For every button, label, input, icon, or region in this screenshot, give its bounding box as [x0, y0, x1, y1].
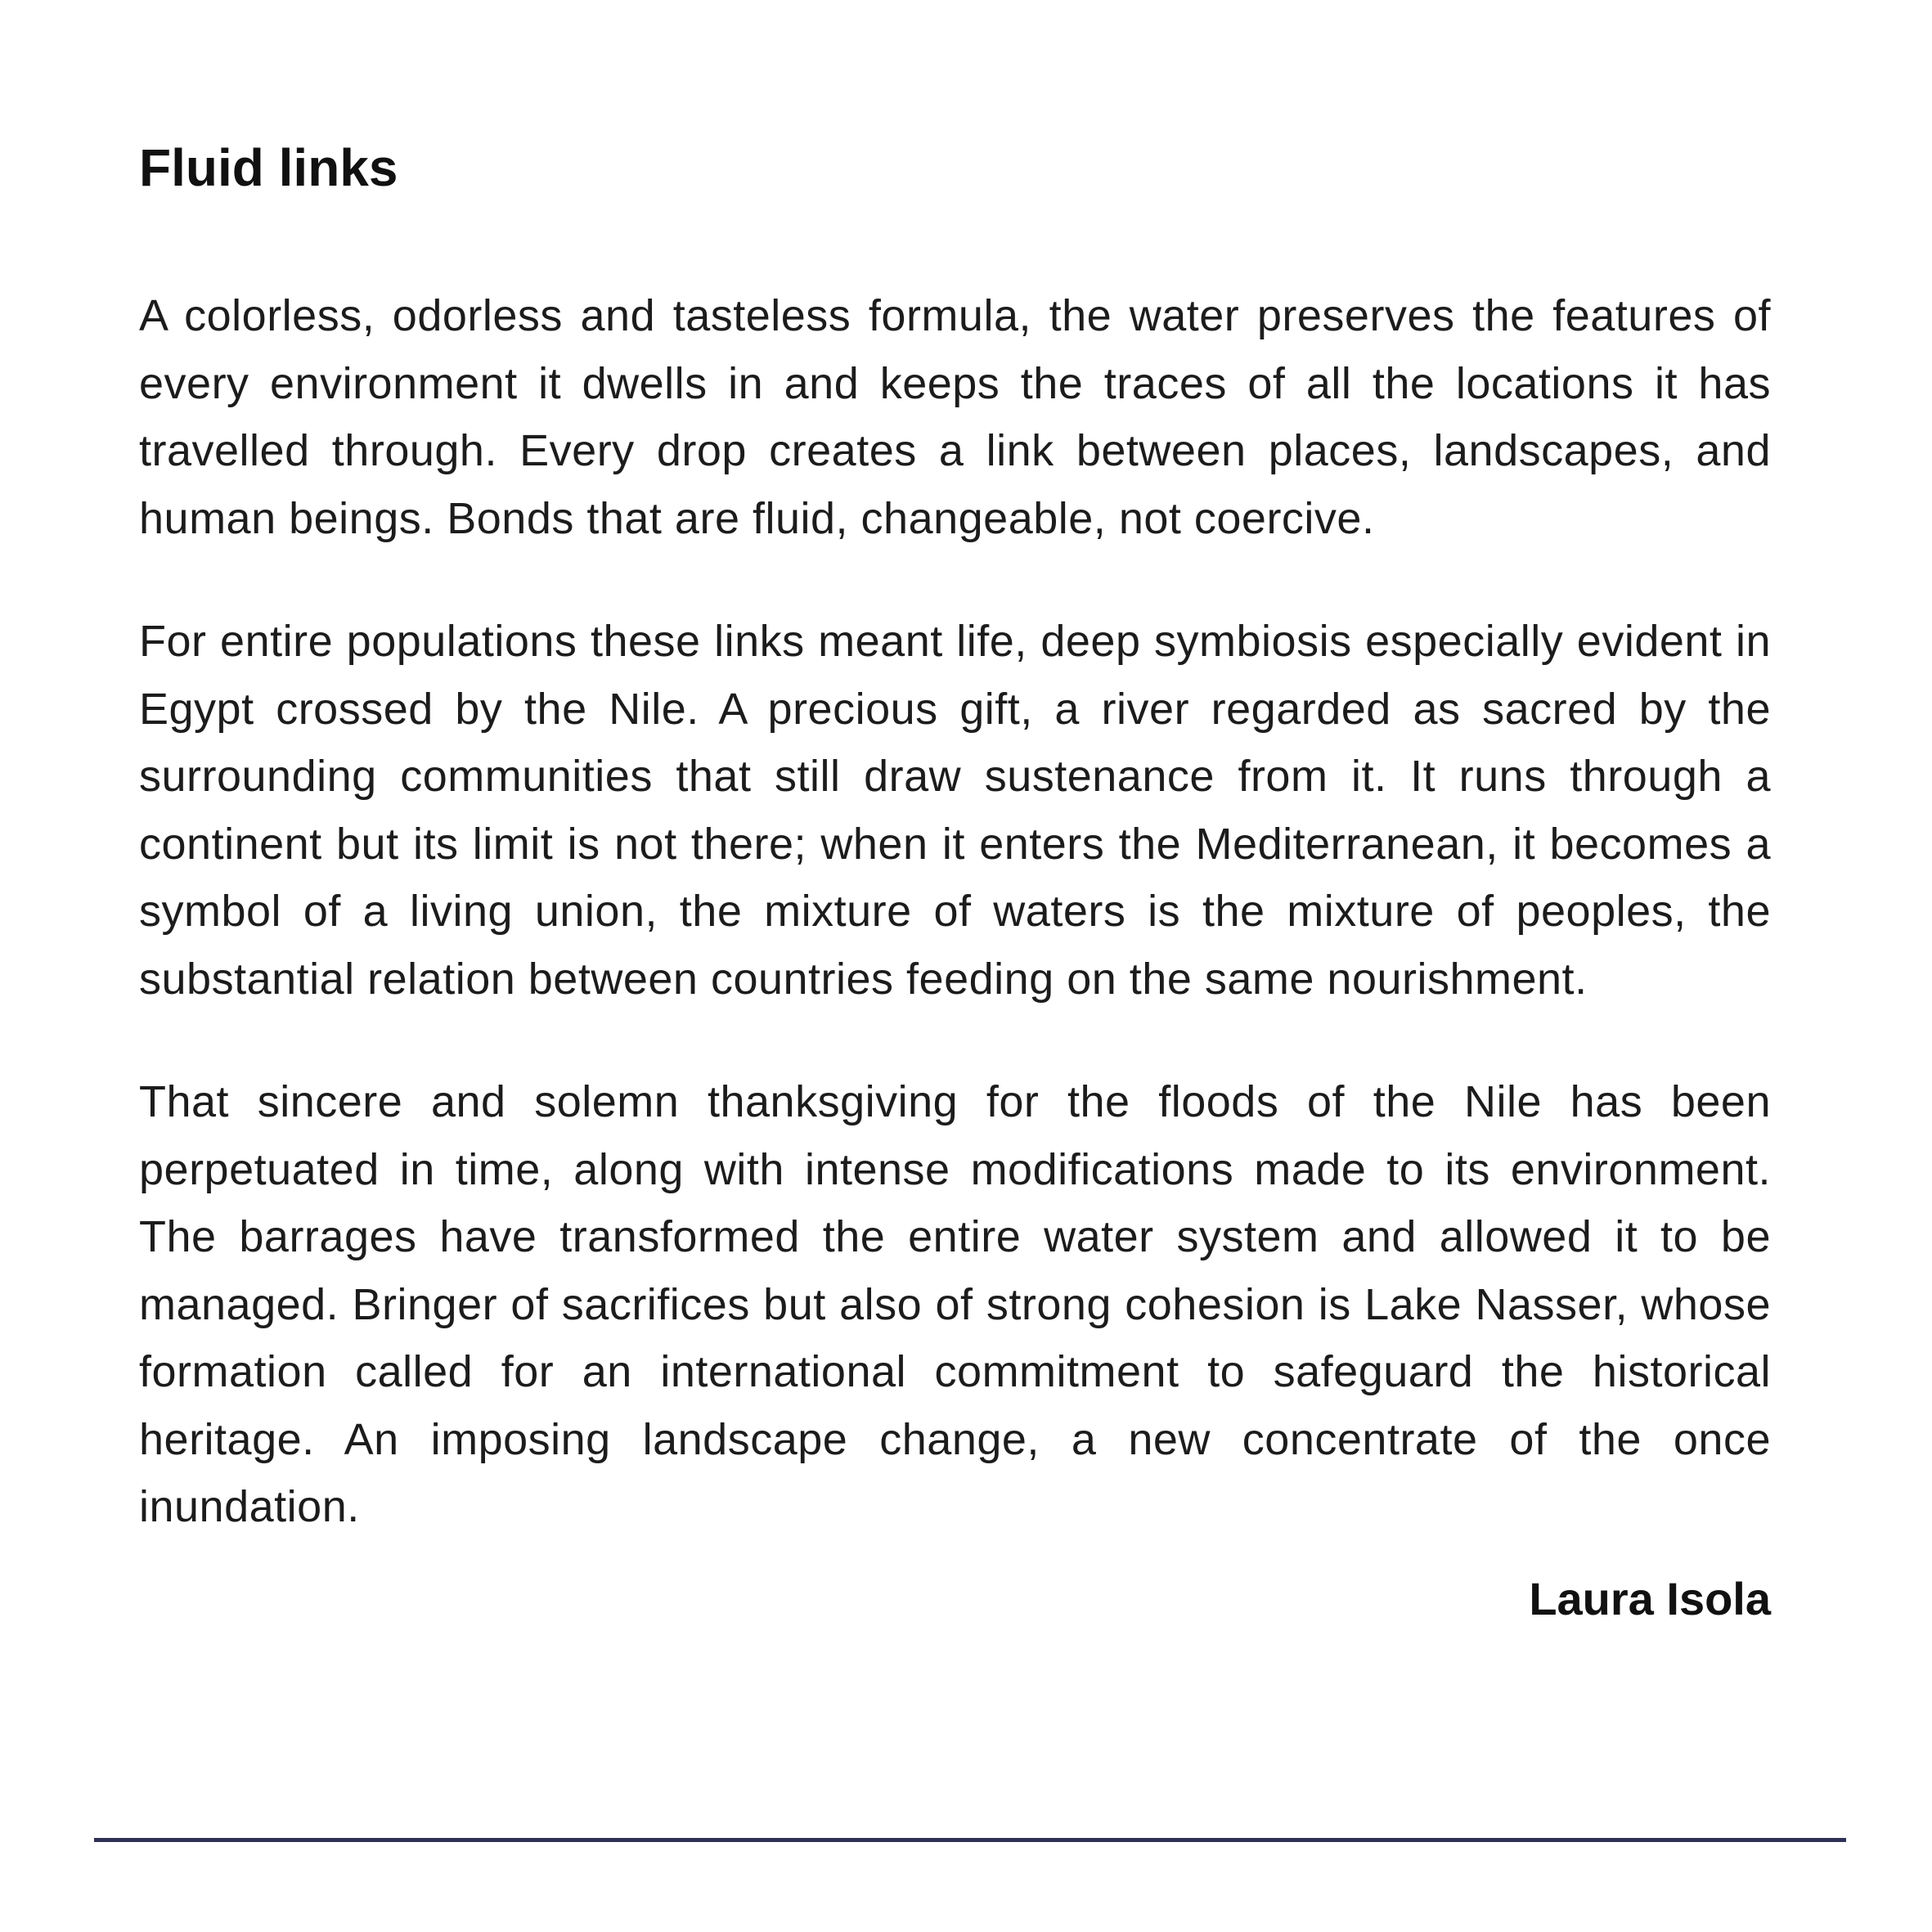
author-name: Laura Isola — [1529, 1572, 1771, 1624]
paragraph-2: For entire populations these links meant life, deep symbiosis especially evident in Egypt crossed by the Nile. A precious gift, a river regarded as sacred by the surrounding communities that still draw sustenance from it. It runs through a continent but its limit is not there; when it enters the Mediterranean, it becomes a symbol of a living union, the mixture of waters is the mixture of peoples, the substantial relation between countries feeding on the same nourishment. — [139, 617, 1771, 1004]
article-title: Fluid links — [139, 138, 398, 197]
article — [139, 131, 1771, 1633]
paragraph-3: That sincere and solemn thanksgiving for the floods of the Nile has been perpetuated in time, along with intense modifications made to its environment. The barrages have transformed the entire water system and allowed it to be managed. Bringer of sacrifices but also of strong cohesion is Lake Nasser, whose formation called for an international commitment to safeguard the historical heritage. An imposing landscape change, a new concentrate of the once inundation. — [139, 1077, 1771, 1531]
footer-divider — [94, 1838, 1846, 1842]
paragraph-1: A colorless, odorless and tasteless formula, the water preserves the features of every environment it dwells in and keeps the traces of all the locations it has travelled through. Every drop creates a link between places, landscapes, and human beings. Bonds that are fluid, changeable, not coercive. — [139, 291, 1771, 543]
